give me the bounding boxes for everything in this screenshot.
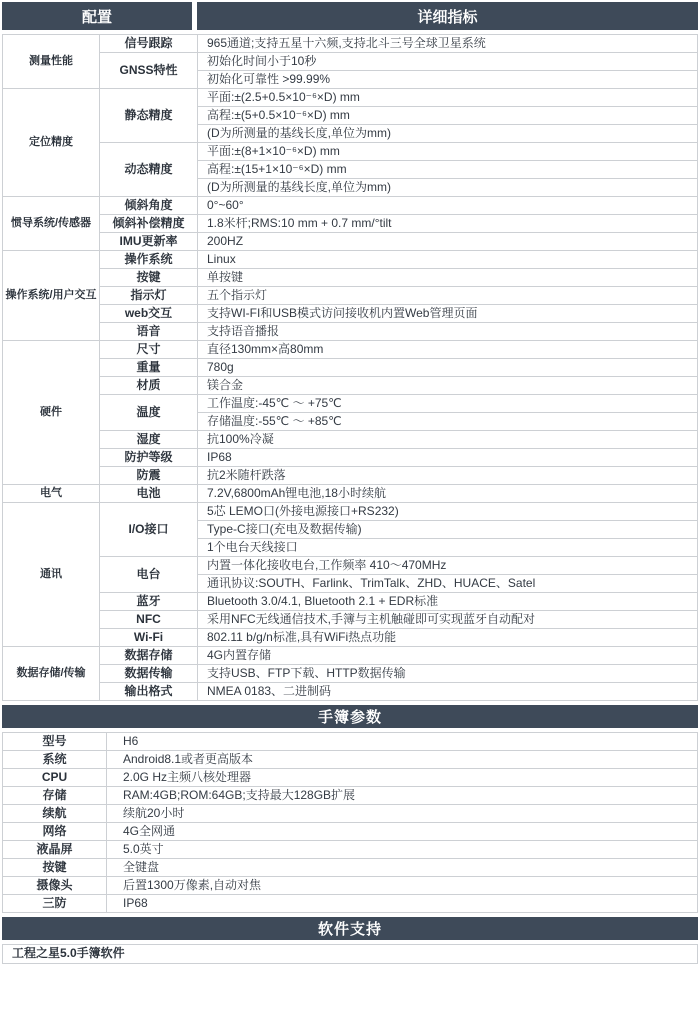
spec-row — [3, 467, 698, 485]
spec-label-cell: 电池 — [100, 485, 198, 503]
spec-value-cell: NMEA 0183、二进制码 — [198, 683, 698, 701]
spec-row — [3, 611, 698, 629]
spec-row — [3, 503, 698, 521]
header-config: 配置 — [2, 2, 192, 30]
handheld-label-cell: 摄像头 — [3, 877, 107, 895]
spec-row — [3, 143, 698, 161]
handheld-row — [3, 769, 698, 787]
spec-value-cell: 直径130mm×高80mm — [198, 341, 698, 359]
spec-label-cell: 数据传输 — [100, 665, 198, 683]
software-table-body — [3, 945, 698, 964]
handheld-value-cell: 续航20小时 — [107, 805, 698, 823]
spec-label-cell: 操作系统 — [100, 251, 198, 269]
category-cell: 惯导系统/传感器 — [3, 197, 100, 251]
spec-label-cell: 数据存储 — [100, 647, 198, 665]
spec-value-cell: 初始化时间小于10秒 — [198, 53, 698, 71]
spec-value-cell: 965通道;支持五星十六频,支持北斗三号全球卫星系统 — [198, 35, 698, 53]
spec-row — [3, 197, 698, 215]
spec-label-cell: 信号跟踪 — [100, 35, 198, 53]
header-details: 详细指标 — [197, 2, 698, 30]
spec-row — [3, 377, 698, 395]
handheld-label-cell: 续航 — [3, 805, 107, 823]
software-item-cell: 工程之星5.0手簿软件 — [3, 945, 698, 964]
spec-value-cell: 802.11 b/g/n标准,具有WiFi热点功能 — [198, 629, 698, 647]
spec-row — [3, 53, 698, 71]
spec-value-cell: 抗100%冷凝 — [198, 431, 698, 449]
category-cell: 通讯 — [3, 503, 100, 647]
software-table — [2, 944, 698, 964]
handheld-value-cell: 后置1300万像素,自动对焦 — [107, 877, 698, 895]
software-section-header: 软件支持 — [2, 917, 698, 940]
handheld-value-cell: 5.0英寸 — [107, 841, 698, 859]
handheld-value-cell: H6 — [107, 733, 698, 751]
handheld-value-cell: 4G全网通 — [107, 823, 698, 841]
handheld-label-cell: CPU — [3, 769, 107, 787]
spec-value-cell: Type-C接口(充电及数据传输) — [198, 521, 698, 539]
spec-row — [3, 35, 698, 53]
handheld-row — [3, 895, 698, 913]
spec-row — [3, 647, 698, 665]
handheld-label-cell: 型号 — [3, 733, 107, 751]
handheld-row — [3, 787, 698, 805]
main-table-header — [2, 2, 698, 30]
handheld-value-cell: RAM:4GB;ROM:64GB;支持最大128GB扩展 — [107, 787, 698, 805]
spec-value-cell: 780g — [198, 359, 698, 377]
spec-label-cell: GNSS特性 — [100, 53, 198, 89]
spec-row — [3, 215, 698, 233]
handheld-label-cell: 三防 — [3, 895, 107, 913]
spec-label-cell: 倾斜补偿精度 — [100, 215, 198, 233]
handheld-value-cell: 2.0G Hz主频八核处理器 — [107, 769, 698, 787]
handheld-row — [3, 805, 698, 823]
spec-label-cell: web交互 — [100, 305, 198, 323]
category-cell: 电气 — [3, 485, 100, 503]
spec-value-cell: 平面:±(2.5+0.5×10⁻⁶×D) mm — [198, 89, 698, 107]
spec-label-cell: 动态精度 — [100, 143, 198, 197]
handheld-row — [3, 859, 698, 877]
spec-label-cell: Wi-Fi — [100, 629, 198, 647]
spec-value-cell: Linux — [198, 251, 698, 269]
spec-label-cell: 蓝牙 — [100, 593, 198, 611]
spec-value-cell: 高程:±(5+0.5×10⁻⁶×D) mm — [198, 107, 698, 125]
spec-label-cell: 指示灯 — [100, 287, 198, 305]
spec-value-cell: 5芯 LEMO口(外接电源接口+RS232) — [198, 503, 698, 521]
handheld-label-cell: 液晶屏 — [3, 841, 107, 859]
spec-row — [3, 485, 698, 503]
spec-value-cell: 支持WI-FI和USB模式访问接收机内置Web管理页面 — [198, 305, 698, 323]
spec-value-cell: 单按键 — [198, 269, 698, 287]
spec-row — [3, 665, 698, 683]
spec-label-cell: 电台 — [100, 557, 198, 593]
spec-value-cell: 4G内置存储 — [198, 647, 698, 665]
handheld-label-cell: 系统 — [3, 751, 107, 769]
spec-label-cell: 防护等级 — [100, 449, 198, 467]
spec-value-cell: 采用NFC无线通信技术,手簿与主机触碰即可实现蓝牙自动配对 — [198, 611, 698, 629]
handheld-value-cell: Android8.1或者更高版本 — [107, 751, 698, 769]
spec-row — [3, 287, 698, 305]
spec-value-cell: Bluetooth 3.0/4.1, Bluetooth 2.1 + EDR标准 — [198, 593, 698, 611]
spec-row — [3, 359, 698, 377]
spec-label-cell: IMU更新率 — [100, 233, 198, 251]
spec-row — [3, 431, 698, 449]
handheld-value-cell: IP68 — [107, 895, 698, 913]
spec-value-cell: 内置一体化接收电台,工作频率 410～470MHz — [198, 557, 698, 575]
spec-label-cell: 尺寸 — [100, 341, 198, 359]
spec-row — [3, 449, 698, 467]
handheld-row — [3, 751, 698, 769]
handheld-label-cell: 网络 — [3, 823, 107, 841]
spec-row — [3, 593, 698, 611]
handheld-table — [2, 732, 698, 913]
spec-row — [3, 251, 698, 269]
spec-table-body — [3, 35, 698, 701]
spec-label-cell: 湿度 — [100, 431, 198, 449]
spec-value-cell: 存储温度:-55℃ ～ +85℃ — [198, 413, 698, 431]
category-cell: 操作系统/用户交互 — [3, 251, 100, 341]
spec-row — [3, 89, 698, 107]
spec-value-cell: 7.2V,6800mAh锂电池,18小时续航 — [198, 485, 698, 503]
handheld-row — [3, 733, 698, 751]
spec-value-cell: 镁合金 — [198, 377, 698, 395]
category-cell: 数据存储/传输 — [3, 647, 100, 701]
spec-label-cell: 按键 — [100, 269, 198, 287]
spec-row — [3, 629, 698, 647]
spec-row — [3, 341, 698, 359]
handheld-value-cell: 全键盘 — [107, 859, 698, 877]
spec-label-cell: NFC — [100, 611, 198, 629]
spec-value-cell: 五个指示灯 — [198, 287, 698, 305]
spec-value-cell: 通讯协议:SOUTH、Farlink、TrimTalk、ZHD、HUACE、Satel — [198, 575, 698, 593]
spec-label-cell: 材质 — [100, 377, 198, 395]
spec-value-cell: 支持USB、FTP下载、HTTP数据传输 — [198, 665, 698, 683]
spec-label-cell: 温度 — [100, 395, 198, 431]
spec-value-cell: 支持语音播报 — [198, 323, 698, 341]
spec-row — [3, 557, 698, 575]
spec-value-cell: 平面:±(8+1×10⁻⁶×D) mm — [198, 143, 698, 161]
spec-value-cell: IP68 — [198, 449, 698, 467]
spec-value-cell: 0°~60° — [198, 197, 698, 215]
spec-row — [3, 305, 698, 323]
handheld-table-body — [3, 733, 698, 913]
spec-label-cell: 静态精度 — [100, 89, 198, 143]
spec-value-cell: 初始化可靠性 >99.99% — [198, 71, 698, 89]
spec-label-cell: I/O接口 — [100, 503, 198, 557]
spec-row — [3, 233, 698, 251]
spec-label-cell: 语音 — [100, 323, 198, 341]
handheld-row — [3, 841, 698, 859]
spec-label-cell: 输出格式 — [100, 683, 198, 701]
handheld-row — [3, 877, 698, 895]
spec-row — [3, 395, 698, 413]
handheld-label-cell: 存储 — [3, 787, 107, 805]
spec-value-cell: 高程:±(15+1×10⁻⁶×D) mm — [198, 161, 698, 179]
spec-row — [3, 269, 698, 287]
software-row — [3, 945, 698, 964]
spec-label-cell: 防震 — [100, 467, 198, 485]
spec-value-cell: 1.8米杆;RMS:10 mm + 0.7 mm/°tilt — [198, 215, 698, 233]
spec-value-cell: (D为所测量的基线长度,单位为mm) — [198, 125, 698, 143]
spec-label-cell: 重量 — [100, 359, 198, 377]
category-cell: 硬件 — [3, 341, 100, 485]
spec-row — [3, 683, 698, 701]
spec-label-cell: 倾斜角度 — [100, 197, 198, 215]
spec-value-cell: 抗2米随杆跌落 — [198, 467, 698, 485]
handheld-row — [3, 823, 698, 841]
handheld-label-cell: 按键 — [3, 859, 107, 877]
spec-value-cell: (D为所测量的基线长度,单位为mm) — [198, 179, 698, 197]
spec-value-cell: 工作温度:-45℃ ～ +75℃ — [198, 395, 698, 413]
category-cell: 测量性能 — [3, 35, 100, 89]
spec-table — [2, 34, 698, 701]
spec-value-cell: 1个电台天线接口 — [198, 539, 698, 557]
category-cell: 定位精度 — [3, 89, 100, 197]
spec-row — [3, 323, 698, 341]
spec-value-cell: 200HZ — [198, 233, 698, 251]
handheld-section-header: 手簿参数 — [2, 705, 698, 728]
